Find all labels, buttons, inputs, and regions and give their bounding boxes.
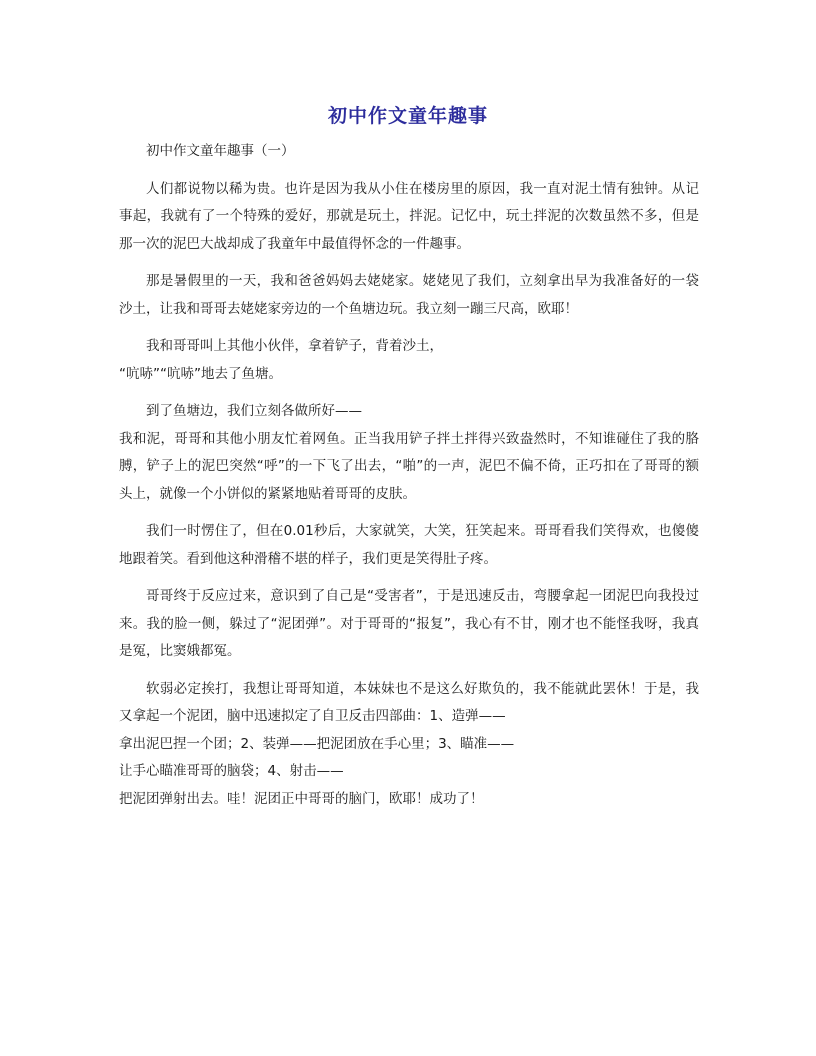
subtitle: 初中作文童年趣事（一） (146, 143, 295, 159)
paragraph-5: 我们一时愣住了，但在0.01秒后，大家就笑，大笑，狂笑起来。哥哥看我们笑得欢，也傻傻地跟着笑。看到他这种滑稽不堪的样子，我们更是笑得肚子疼。 (119, 523, 699, 567)
paragraph-1: 人们都说物以稀为贵。也许是因为我从小住在楼房里的原因，我一直对泥土情有独钟。从记事起，我就有了一个特殊的爱好，那就是玩土，拌泥。记忆中，玩土拌泥的次数虽然不多，但是那一次的泥巴大战却成了我童年中最值得怀念的一件趣事。 (119, 180, 699, 252)
paragraph-3-continued: “吭哧”“吭哧”地去了鱼塘。 (119, 365, 282, 382)
paragraph-3: 我和哥哥叫上其他小伙伴，拿着铲子，背着沙土， (146, 338, 443, 354)
paragraph-7-line-4: 把泥团弹射出去。哇！泥团正中哥哥的脑门，欧耶！成功了！ (119, 790, 484, 807)
paragraph-7-line-2: 拿出泥巴捏一个团；2、装弹——把泥团放在手心里；3、瞄准—— (119, 735, 515, 752)
document-title: 初中作文童年趣事 (327, 105, 488, 127)
paragraph-4: 到了鱼塘边，我们立刻各做所好—— (146, 403, 362, 419)
paragraph-4-continued: 我和泥，哥哥和其他小朋友忙着网鱼。正当我用铲子拌土拌得兴致盎然时，不知谁碰住了我的胳膊，铲子上的泥巴突然“呼”的一下飞了出去，“啪”的一声，泥巴不偏不倚，正巧扣在了哥哥的额头上，就像一个小饼似的紧紧地贴着哥哥的皮肤。 (119, 430, 699, 502)
paragraph-2: 那是暑假里的一天，我和爸爸妈妈去姥姥家。姥姥见了我们，立刻拿出早为我准备好的一袋沙土，让我和哥哥去姥姥家旁边的一个鱼塘边玩。我立刻一蹦三尺高，欧耶！ (119, 273, 699, 317)
paragraph-6: 哥哥终于反应过来，意识到了自己是“受害者”，于是迅速反击，弯腰拿起一团泥巴向我投过来。我的脸一侧，躲过了“泥团弹”。对于哥哥的“报复”，我心有不甘，刚才也不能怪我呀，我真是冤，比窦娥都冤。 (119, 588, 699, 659)
paragraph-7-line-3: 让手心瞄准哥哥的脑袋；4、射击—— (119, 763, 344, 779)
paragraph-7: 软弱必定挨打，我想让哥哥知道，本妹妹也不是这么好欺负的，我不能就此罢休！于是，我又拿起一个泥团，脑中迅速拟定了自卫反击四部曲：1、造弹—— (119, 680, 699, 724)
document-body (119, 138, 699, 813)
